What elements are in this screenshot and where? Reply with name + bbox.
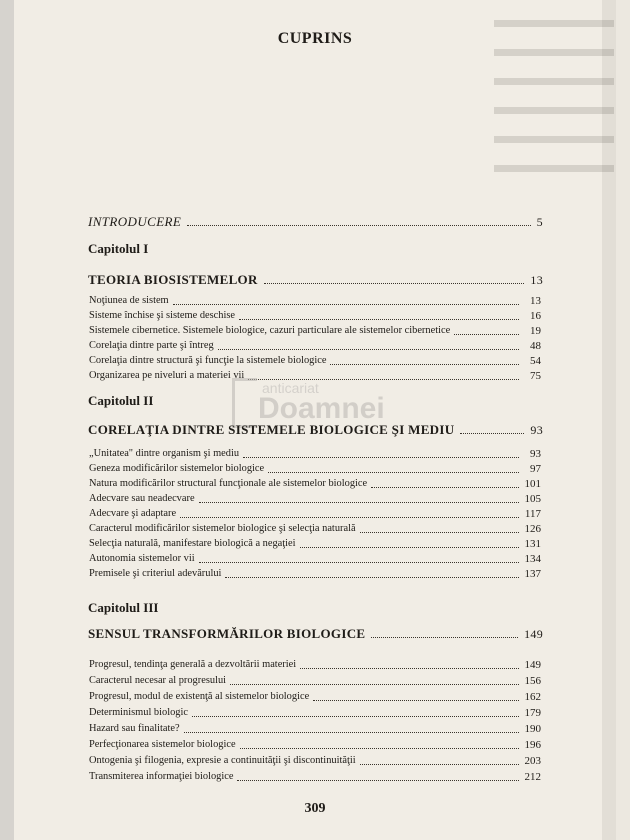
entry-page: 19 — [530, 325, 541, 337]
toc-entry[interactable] — [89, 738, 541, 752]
toc-entry[interactable] — [89, 492, 541, 506]
leader-dots — [300, 547, 519, 548]
leader-dots — [360, 532, 519, 533]
entry-label: „Unitatea" dintre organism şi mediu — [89, 448, 240, 459]
toc-entry[interactable] — [89, 447, 541, 461]
leader-dots — [237, 780, 519, 781]
entry-page: 101 — [524, 478, 541, 490]
chapter-page: 149 — [524, 627, 543, 641]
entry-page: 75 — [530, 370, 541, 382]
introduction-label: INTRODUCERE — [88, 214, 182, 229]
entry-page: 54 — [530, 355, 541, 367]
chapter-heading-1: Capitolul I — [88, 241, 149, 256]
toc-entry[interactable] — [89, 477, 541, 491]
entry-label: Premisele şi criteriul adevărului — [89, 568, 222, 579]
chapter-heading-2: Capitolul II — [88, 393, 154, 408]
leader-dots — [460, 433, 524, 434]
page-number: 309 — [304, 801, 326, 816]
entry-page: 162 — [524, 691, 541, 703]
leader-dots — [240, 748, 519, 749]
entry-label: Natura modificărilor structural funcţionale ale sistemelor biologice — [89, 478, 368, 489]
entry-page: 97 — [530, 463, 541, 475]
toc-entry[interactable] — [89, 770, 541, 784]
entry-label: Transmiterea informaţiei biologice — [89, 771, 234, 782]
toc-entry[interactable] — [89, 522, 541, 536]
entry-label: Adecvare sau neadecvare — [89, 493, 195, 504]
entry-page: 203 — [524, 755, 541, 767]
leader-dots — [230, 684, 519, 685]
show-through-text — [494, 20, 614, 220]
leader-dots — [180, 517, 519, 518]
leader-dots — [192, 716, 519, 717]
toc-entry[interactable] — [89, 722, 541, 736]
leader-dots — [360, 764, 519, 765]
entry-label: Organizarea pe niveluri a materiei vii — [89, 370, 245, 381]
leader-dots — [225, 577, 519, 578]
entry-label: Noţiunea de sistem — [89, 295, 169, 306]
toc-entry[interactable] — [89, 507, 541, 521]
toc-entry[interactable] — [89, 658, 541, 672]
entry-page: 149 — [524, 659, 541, 671]
toc-entry[interactable] — [89, 754, 541, 768]
page-title: CUPRINS — [277, 30, 353, 47]
chapter-title-label: TEORIA BIOSISTEMELOR — [88, 272, 258, 287]
entry-label: Progresul, tendinţa generală a dezvoltării materiei — [89, 659, 297, 670]
chapter-page: 93 — [530, 423, 543, 437]
entry-page: 212 — [524, 771, 541, 783]
leader-dots — [199, 562, 519, 563]
entry-label: Progresul, modul de existenţă al sistemelor biologice — [89, 691, 310, 702]
entry-page: 16 — [530, 310, 541, 322]
toc-entry[interactable] — [89, 324, 541, 338]
toc-entry[interactable] — [89, 339, 541, 353]
leader-dots — [184, 732, 519, 733]
leader-dots — [313, 700, 519, 701]
entry-label: Autonomia sistemelor vii — [89, 553, 195, 564]
entry-page: 190 — [524, 723, 541, 735]
chapter-heading-3: Capitolul III — [88, 600, 159, 615]
chapter-title-1[interactable] — [88, 272, 543, 288]
entry-page: 134 — [524, 553, 541, 565]
leader-dots — [371, 487, 519, 488]
entry-label: Corelaţia dintre parte şi întreg — [89, 340, 214, 351]
leader-dots — [218, 349, 519, 350]
entry-page: 48 — [530, 340, 541, 352]
entry-label: Geneza modificărilor sistemelor biologice — [89, 463, 265, 474]
entry-page: 131 — [524, 538, 541, 550]
leader-dots — [264, 283, 525, 284]
entry-label: Sistemele cibernetice. Sistemele biologice, cazuri particulare ale sistemelor cibernetice — [89, 325, 451, 336]
introduction-page: 5 — [536, 215, 543, 229]
toc-entry[interactable] — [89, 537, 541, 551]
entry-page: 137 — [524, 568, 541, 580]
leader-dots — [371, 637, 518, 638]
entry-label: Selecţia naturală, manifestare biologică a negaţiei — [89, 538, 296, 549]
entry-page: 179 — [524, 707, 541, 719]
toc-entry[interactable] — [89, 674, 541, 688]
leader-dots — [300, 668, 519, 669]
leader-dots — [330, 364, 519, 365]
entry-label: Hazard sau finalitate? — [89, 723, 180, 734]
leader-dots — [173, 304, 519, 305]
toc-entry[interactable] — [89, 567, 541, 581]
chapter-title-2[interactable] — [88, 422, 543, 438]
entry-label: Determinismul biologic — [89, 707, 188, 718]
entry-page: 117 — [524, 508, 541, 520]
leader-dots — [187, 225, 530, 226]
entry-label: Ontogenia şi filogenia, expresie a continuităţii şi discontinuităţii — [89, 755, 356, 766]
leader-dots — [243, 457, 519, 458]
toc-entry[interactable] — [89, 706, 541, 720]
leader-dots — [199, 502, 519, 503]
entry-label: Caracterul modificărilor sistemelor biologice şi selecţia naturală — [89, 523, 356, 534]
toc-entry[interactable] — [89, 294, 541, 308]
entry-page: 93 — [530, 448, 541, 460]
entry-label: Adecvare şi adaptare — [89, 508, 177, 519]
toc-entry[interactable] — [89, 354, 541, 368]
entry-label: Perfecţionarea sistemelor biologice — [89, 739, 236, 750]
toc-entry[interactable] — [89, 462, 541, 476]
leader-dots — [454, 334, 519, 335]
watermark-line1: anticariat — [262, 380, 319, 396]
entry-page: 196 — [524, 739, 541, 751]
entry-label: Caracterul necesar al progresului — [89, 675, 227, 686]
entry-page: 105 — [524, 493, 541, 505]
entry-page: 156 — [524, 675, 541, 687]
watermark-line2: Doamnei — [258, 392, 385, 425]
toc-entry[interactable] — [89, 690, 541, 704]
entry-label: Sisteme închise şi sisteme deschise — [89, 310, 236, 321]
chapter-page: 13 — [530, 273, 543, 287]
leader-dots — [239, 319, 519, 320]
toc-entry[interactable] — [89, 309, 541, 323]
chapter-title-label: SENSUL TRANSFORMĂRILOR BIOLOGICE — [88, 626, 366, 641]
watermark-frame — [232, 378, 257, 428]
entry-page: 126 — [524, 523, 541, 535]
leader-dots — [268, 472, 519, 473]
toc-introduction[interactable] — [88, 214, 543, 230]
toc-entry[interactable] — [89, 552, 541, 566]
entry-label: Corelaţia dintre structură şi funcţie la sistemele biologice — [89, 355, 327, 366]
chapter-title-3[interactable] — [88, 626, 543, 642]
chapter-title-label: CORELAŢIA DINTRE SISTEMELE BIOLOGICE ŞI MEDIU — [88, 422, 455, 437]
entry-page: 13 — [530, 295, 541, 307]
